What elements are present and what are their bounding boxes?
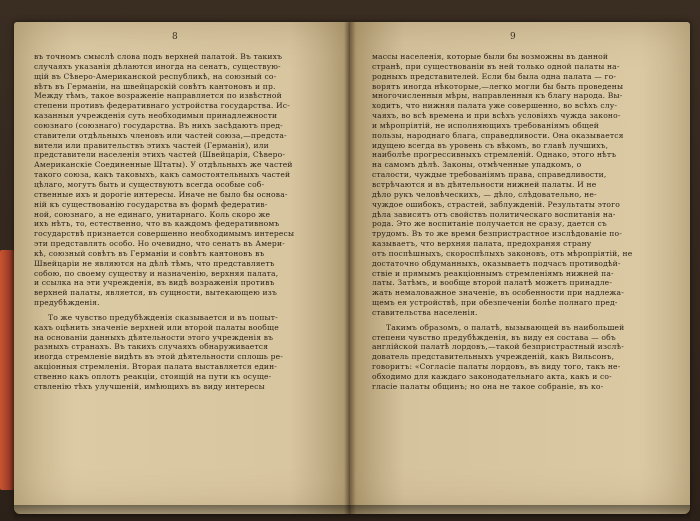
- text-line: верхней палаты, является, въ сущности, вытекающею изъ: [34, 288, 277, 298]
- text-line: дѣла зависятъ отъ свойствъ политическаго воспитанія на-: [372, 209, 616, 219]
- text-line: кѣ, союзный совѣтъ въ Германіи и совѣтъ кантоновъ въ: [34, 248, 265, 258]
- text-line: Такимъ образомъ, о палатѣ, вызывающей въ наибольшей: [386, 322, 625, 332]
- text-line: такого союза, какъ таковыхъ, какъ самостоятельныхъ частей: [34, 170, 291, 180]
- text-line: случаяхъ указанія дѣлаются иногда на сенатъ, существую-: [34, 61, 281, 71]
- text-line: собою, по своему существу и назначенію, верхняя палата,: [34, 268, 279, 278]
- text-line: и ссылка на эти учрежденія, въ видѣ возраженія противъ: [34, 278, 275, 288]
- text-line: обходимо для каждаго законодательнаго акта, какъ и со-: [372, 372, 612, 381]
- text-line: идущею всегда въ уровень съ вѣкомъ, во главѣ лучшихъ,: [372, 140, 609, 150]
- text-line: гласіе палаты общинъ; но она не такое собраніе, въ ко-: [372, 381, 604, 391]
- text-line: Между тѣмъ, такое возраженіе направляется по извѣстной: [34, 91, 282, 101]
- text-line: казанныя учрежденія суть необходимыя принадлежности: [34, 111, 278, 121]
- text-line: говоритъ: «Согласіе палаты лордовъ, въ виду того, такъ не-: [372, 362, 621, 372]
- page-number-left: 8: [172, 32, 179, 42]
- text-line: ствіе и прямымъ реакціоннымъ стремленіямъ нижней па-: [372, 268, 614, 278]
- text-line: вѣтъ въ Германіи, на швейцарскій совѣтъ кантоновъ и пр.: [34, 81, 276, 91]
- text-line: ственные ихъ и дорогіе интересы. Иначе не было бы основа-: [34, 189, 288, 199]
- page-number-right: 9: [510, 32, 517, 42]
- right-page-text: [372, 52, 664, 392]
- shadow: [14, 505, 690, 521]
- text-line: жать немаловажное значеніе, въ особенности при надлежа-: [372, 288, 624, 298]
- text-line: встрѣчаются и въ дѣятельности нижней палаты. И не: [372, 179, 597, 189]
- text-line: ставительства населенія.: [372, 307, 478, 317]
- text-line: государствѣ признается совершенно необходимымъ интересы: [34, 229, 295, 239]
- text-line: дѣло рукъ человѣческихъ, — дѣло, слѣдовательно, не-: [372, 189, 597, 199]
- text-line: степени противъ федеративнаго устройства государства. Ис-: [34, 101, 290, 111]
- text-line: на самомъ дѣлѣ. Законы, отмѣченные упадкомъ, о: [372, 160, 582, 170]
- text-line: достаточно обдуманныхъ, оказываетъ подчасъ противодѣй-: [372, 258, 621, 268]
- text-line: предубѣжденія.: [34, 298, 100, 308]
- text-line: многочисленныя мѣры, направленныя къ благу народа. Вы-: [372, 91, 623, 101]
- text-line: разныхъ странахъ. Въ такихъ случаяхъ обнаруживается: [34, 342, 269, 352]
- text-line: ставители отдѣльныхъ членовъ или частей союза,—предста-: [34, 130, 287, 140]
- text-line: Американскіе Соединенные Штаты). У отдѣльныхъ же частей: [34, 160, 293, 170]
- text-line: союзнаго (союзнаго) государства. Въ нихъ засѣдаютъ пред-: [34, 120, 283, 130]
- text-line: ворятъ иногда нѣкоторые,—легко могли бы быть проведены: [372, 81, 624, 91]
- left-page: [14, 22, 350, 514]
- book-edge: [0, 250, 14, 490]
- text-line: цѣлаго, могутъ быть и существуютъ всегда особые соб-: [34, 179, 265, 189]
- text-line: наиболѣе прогрессивныхъ стремленій. Однако, этого нѣтъ: [372, 150, 617, 160]
- text-line: иногда стремленіе видѣть въ этой дѣятельности сплошь ре-: [34, 352, 283, 362]
- text-line: щемъ ея устройствѣ, при обезпеченіи болѣе полнаго пред-: [372, 298, 618, 308]
- right-page: [350, 22, 690, 514]
- text-line: странѣ, при существованіи въ ней только одной палаты на-: [372, 61, 620, 71]
- text-line: англійской палатѣ лордовъ,—такой безпристрастный изслѣ-: [372, 342, 624, 352]
- text-line: пользы, народнаго блага, справедливости. Она оказывается: [372, 130, 624, 140]
- text-line: въ точномъ смыслѣ слова подъ верхней палатой. Въ такихъ: [34, 52, 283, 61]
- book-gutter: [344, 22, 356, 514]
- text-line: ходитъ, что нижняя палата уже совершенно, во всѣхъ слу-: [372, 101, 618, 111]
- text-line: массы населенія, которые были бы возможны въ данной: [372, 52, 609, 61]
- text-line: латы. Затѣмъ, и вообще второй палатѣ можетъ принадле-: [372, 278, 613, 288]
- text-line: ній къ существованію государства въ формѣ федератив-: [34, 199, 268, 209]
- text-line: кахъ оцѣнить значеніе верхней или второй палаты вообще: [34, 322, 279, 332]
- text-line: казываетъ, что верхняя палата, предохраняя страну: [372, 239, 592, 249]
- text-line: рода. Это же воспитаніе получается не сразу, дается съ: [372, 219, 607, 229]
- text-line: ствленію тѣхъ улучшеній, имѣющихъ въ виду интересы: [34, 381, 265, 391]
- text-line: степени чувство предубѣжденія, въ виду ея состава — объ: [372, 332, 616, 342]
- text-line: сталости, чуждые требованіямъ права, справедливости,: [372, 170, 607, 180]
- text-line: чуждое ошибокъ, страстей, заблужденій. Результаты этого: [372, 199, 621, 209]
- text-line: отъ поспѣшныхъ, скороспѣлыхъ законовъ, отъ мѣропріятій, не: [372, 248, 633, 258]
- text-line: щій въ Сѣверо-Американской республикѣ, на союзный со-: [34, 71, 277, 81]
- text-line: акціонныя стремленія. Вторая палата выставляется един-: [34, 362, 277, 372]
- text-line: То же чувство предубѣжденія сказывается и въ попыт-: [48, 312, 278, 322]
- text-line: на основаніи данныхъ дѣятельности этого учрежденія въ: [34, 332, 274, 342]
- text-line: дователь представительныхъ учрежденій, какъ Вильсонъ,: [372, 352, 615, 362]
- text-line: ственно какъ оплотъ реакціи, стоящій на пути къ осуще-: [34, 372, 272, 381]
- text-line: родныхъ представителей. Если бы была одна палата — го-: [372, 71, 617, 81]
- text-line: Швейцаріи не являются на дѣлѣ тѣмъ, что представляетъ: [34, 258, 275, 268]
- text-line: и мѣропріятій, не исполняющихъ требованіямъ общей: [372, 120, 599, 130]
- text-line: ихъ нѣтъ, то, естественно, что въ каждомъ федеративномъ: [34, 219, 280, 229]
- text-line: чаяхъ, во всѣ времена и при всѣхъ условіяхъ чужда законо-: [372, 111, 621, 121]
- text-line: трудомъ. Въ то же время безпристрастное изслѣдованіе по-: [372, 229, 622, 239]
- text-line: вители или правительствъ этихъ частей (Германія), или: [34, 140, 269, 150]
- text-line: эти представлять особо. Но очевидно, что сенатъ въ Амери-: [34, 239, 285, 249]
- text-line: ной, союзнаго, а не единаго, унитарнаго. Коль скоро же: [34, 209, 271, 219]
- text-line: представители населенія этихъ частей (Швейцарія, Сѣверо-: [34, 150, 286, 160]
- left-page-text: [34, 52, 328, 392]
